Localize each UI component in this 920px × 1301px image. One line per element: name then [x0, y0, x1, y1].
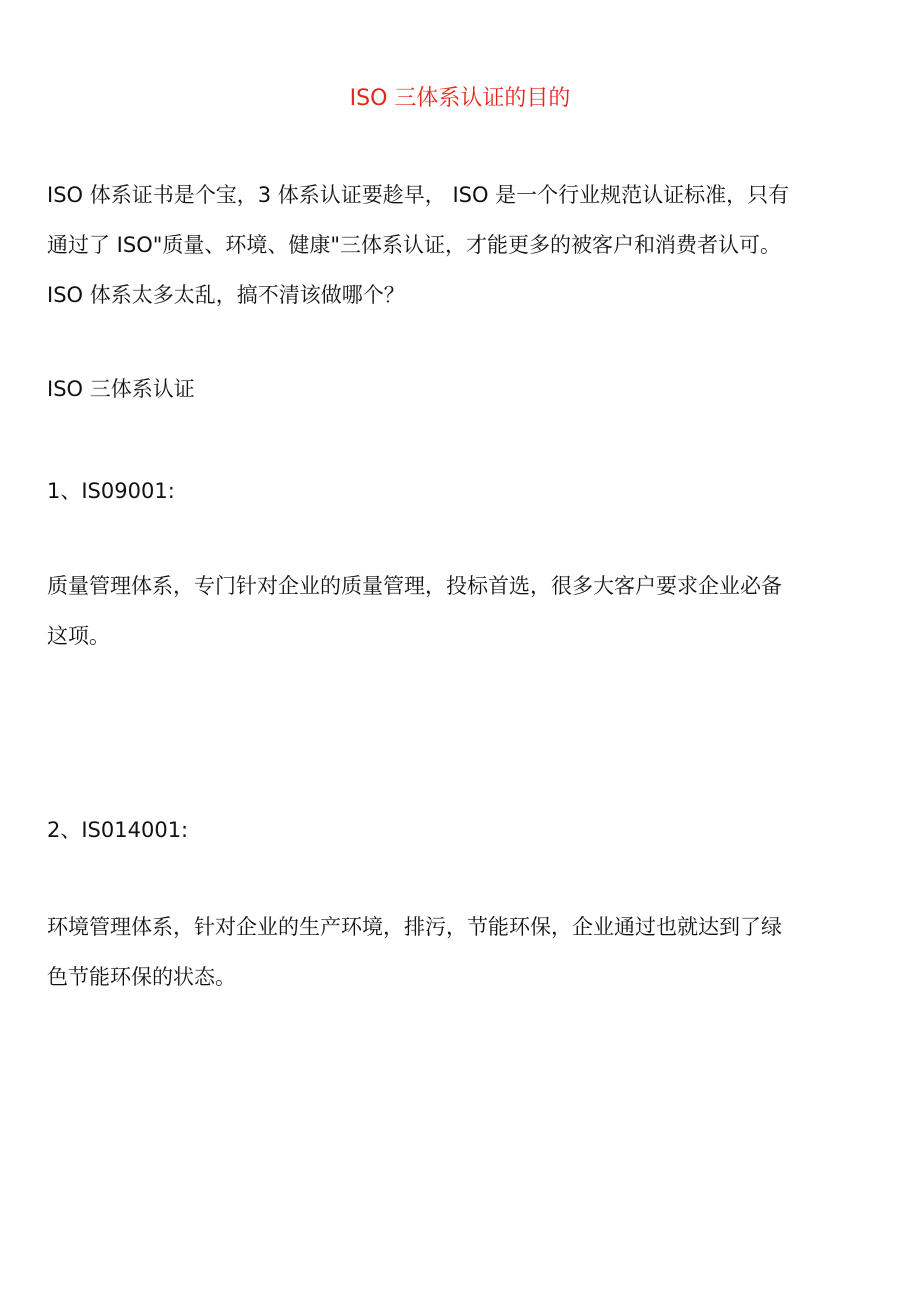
item1-line-2: 这项。 — [47, 624, 110, 648]
intro-paragraph — [47, 170, 877, 320]
item2-line-2: 色节能环保的状态。 — [47, 965, 236, 989]
item2-line-1: 环境管理体系，针对企业的生产环境，排污，节能环保，企业通过也就达到了绿 — [47, 915, 782, 939]
document-title: ISO 三体系认证的目的 — [349, 86, 571, 111]
intro-line-3: ISO 体系太多太乱，搞不清该做哪个？ — [47, 283, 405, 307]
item2-paragraph — [47, 902, 877, 1002]
section-heading: ISO 三体系认证 — [47, 377, 195, 401]
item1-paragraph — [47, 561, 877, 661]
item1-heading: 1、IS09001: — [47, 479, 175, 503]
item1-line-1: 质量管理体系，专门针对企业的质量管理，投标首选，很多大客户要求企业必备 — [47, 574, 782, 598]
intro-line-1: ISO 体系证书是个宝，3 体系认证要趁早， ISO 是一个行业规范认证标准，只有 — [47, 183, 790, 207]
intro-line-2: 通过了 ISO"质量、环境、健康"三体系认证，才能更多的被客户和消费者认可。 — [47, 233, 782, 257]
item2-heading: 2、IS014001: — [47, 818, 189, 842]
